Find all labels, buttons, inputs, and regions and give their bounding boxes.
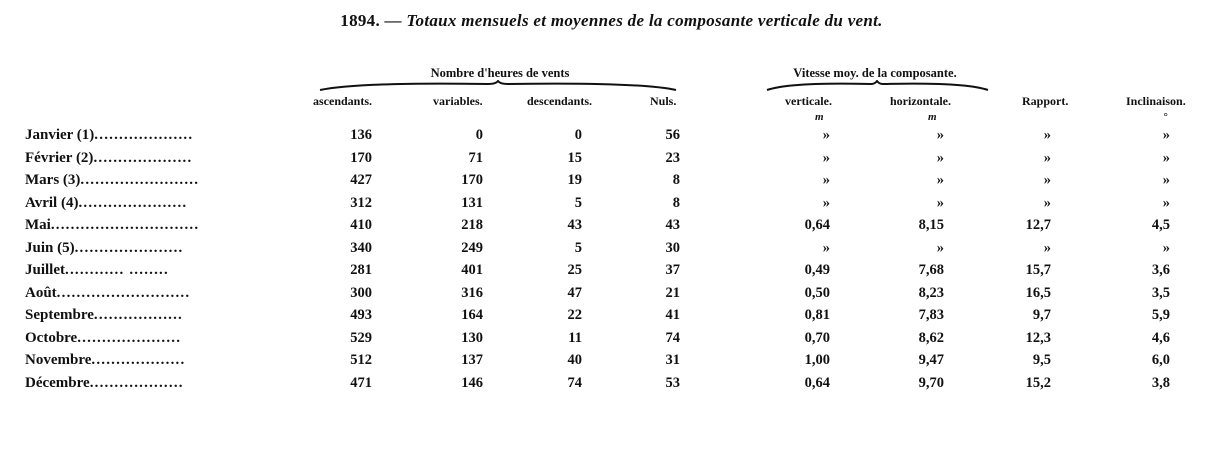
table-row (0, 240, 1223, 262)
unit-verticale: m (815, 111, 824, 123)
cell-horiz: » (936, 127, 944, 143)
leader-dots: ................... (89, 374, 184, 391)
cell-vert: 0,49 (804, 262, 830, 278)
cell-nuls: 43 (665, 217, 680, 233)
table-row (0, 307, 1223, 329)
cell-vert: 0,64 (804, 374, 830, 391)
unit-inclinaison: ° (1163, 111, 1168, 123)
month-label (25, 195, 187, 212)
cell-rapport: 12,7 (1025, 217, 1051, 233)
cell-incl: » (1162, 194, 1170, 211)
leader-dots: ........................ (80, 172, 200, 188)
cell-asc: 312 (350, 194, 372, 211)
cell-vert: » (822, 127, 830, 143)
cell-incl: 5,9 (1151, 307, 1170, 323)
cell-rapport: » (1043, 239, 1051, 256)
table-row (0, 195, 1223, 217)
table-row (0, 127, 1223, 149)
cell-rapport: » (1043, 172, 1051, 188)
month-name: Décembre (25, 374, 90, 391)
month-name: Octobre (25, 329, 78, 346)
cell-nuls: 23 (665, 149, 680, 166)
cell-nuls: 56 (665, 127, 680, 143)
cell-vert: » (822, 194, 830, 211)
cell-desc: 0 (574, 127, 582, 143)
col-header-inclinaison: Inclinaison. (1126, 94, 1186, 108)
cell-rapport: 9,5 (1032, 352, 1051, 368)
month-name: Septembre (25, 307, 94, 323)
table-title (0, 11, 1223, 31)
unit-horizontale: m (928, 111, 937, 123)
col-header-nuls: Nuls. (650, 94, 677, 108)
month-name: Juillet (25, 262, 65, 278)
table-row (0, 375, 1223, 397)
leader-dots: ........................... (56, 284, 191, 301)
month-label (25, 330, 181, 347)
leader-dots: .................... (93, 149, 193, 166)
cell-vert: » (822, 239, 830, 256)
title-year: 1894. (340, 11, 381, 30)
title-text: — Totaux mensuels et moyennes de la composante verticale du vent. (384, 11, 883, 30)
leader-dots: .................... (94, 127, 194, 143)
col-header-rapport: Rapport. (1022, 94, 1069, 108)
month-label (25, 240, 184, 257)
table-row (0, 150, 1223, 172)
cell-incl: » (1162, 127, 1170, 143)
table-row (0, 172, 1223, 194)
cell-horiz: » (936, 172, 944, 188)
cell-desc: 5 (574, 239, 582, 256)
month-name: Mai (25, 217, 51, 233)
cell-rapport: 12,3 (1025, 329, 1051, 346)
cell-nuls: 8 (672, 194, 680, 211)
cell-desc: 15 (567, 149, 582, 166)
cell-var: 218 (461, 217, 483, 233)
cell-rapport: 16,5 (1025, 284, 1051, 301)
cell-vert: » (822, 172, 830, 188)
cell-asc: 512 (350, 352, 372, 368)
month-label (25, 127, 193, 144)
table-row (0, 262, 1223, 284)
month-name: Mars (3) (25, 172, 81, 188)
cell-horiz: 7,83 (918, 307, 944, 323)
cell-var: 0 (475, 127, 483, 143)
cell-incl: 3,8 (1151, 374, 1170, 391)
cell-asc: 471 (350, 374, 372, 391)
col-header-verticale: verticale. (785, 94, 832, 108)
cell-vert: 0,64 (804, 217, 830, 233)
month-name: Février (2) (25, 149, 94, 166)
leader-dots: ..................... (77, 329, 182, 346)
cell-var: 170 (461, 172, 483, 188)
cell-incl: » (1162, 239, 1170, 256)
col-header-descendants: descendants. (527, 94, 593, 108)
cell-desc: 47 (567, 284, 582, 301)
cell-incl: 4,6 (1151, 329, 1170, 346)
month-name: Juin (5) (25, 239, 75, 256)
cell-var: 401 (461, 262, 483, 278)
cell-rapport: 15,7 (1025, 262, 1051, 278)
leader-dots: ................... (91, 352, 186, 368)
cell-incl: 4,5 (1151, 217, 1170, 233)
cell-asc: 529 (350, 329, 372, 346)
month-label (25, 352, 185, 369)
cell-asc: 410 (350, 217, 372, 233)
table-row (0, 285, 1223, 307)
cell-nuls: 37 (665, 262, 680, 278)
cell-incl: » (1162, 149, 1170, 166)
cell-var: 71 (468, 149, 483, 166)
cell-vert: » (822, 149, 830, 166)
cell-horiz: 7,68 (918, 262, 944, 278)
cell-incl: 3,6 (1151, 262, 1170, 278)
leader-dots: .................. (93, 307, 183, 323)
cell-vert: 0,50 (804, 284, 830, 301)
cell-asc: 427 (350, 172, 372, 188)
month-name: Avril (4) (25, 194, 79, 211)
cell-desc: 19 (567, 172, 582, 188)
cell-var: 131 (461, 194, 483, 211)
month-label (25, 285, 190, 302)
cell-rapport: » (1043, 194, 1051, 211)
col-header-variables: variables. (433, 94, 483, 108)
cell-var: 249 (461, 239, 483, 256)
cell-var: 130 (461, 329, 483, 346)
cell-asc: 170 (350, 149, 372, 166)
cell-var: 316 (461, 284, 483, 301)
leader-dots: ............ ........ (65, 262, 169, 278)
cell-var: 146 (461, 374, 483, 391)
cell-vert: 1,00 (804, 352, 830, 368)
cell-desc: 25 (567, 262, 582, 278)
cell-nuls: 31 (665, 352, 680, 368)
cell-incl: 6,0 (1151, 352, 1170, 368)
cell-var: 137 (461, 352, 483, 368)
cell-rapport: » (1043, 149, 1051, 166)
leader-dots: .............................. (50, 217, 200, 233)
cell-nuls: 21 (665, 284, 680, 301)
cell-asc: 136 (350, 127, 372, 143)
table-row (0, 352, 1223, 374)
cell-nuls: 41 (665, 307, 680, 323)
cell-horiz: » (936, 239, 944, 256)
col-header-ascendants: ascendants. (313, 94, 373, 108)
cell-horiz: 8,15 (918, 217, 944, 233)
group-header-hours: Nombre d'heures de vents (430, 66, 570, 80)
table-row (0, 217, 1223, 239)
month-label (25, 150, 192, 167)
cell-nuls: 74 (665, 329, 680, 346)
month-label (25, 375, 184, 392)
cell-asc: 281 (350, 262, 372, 278)
cell-nuls: 53 (665, 374, 680, 391)
group-brace-speed (765, 80, 990, 92)
cell-horiz: 8,62 (918, 329, 944, 346)
cell-nuls: 30 (665, 239, 680, 256)
cell-horiz: 8,23 (918, 284, 944, 301)
cell-vert: 0,81 (804, 307, 830, 323)
cell-desc: 22 (567, 307, 582, 323)
cell-incl: » (1162, 172, 1170, 188)
cell-desc: 74 (567, 374, 582, 391)
cell-rapport: 15,2 (1025, 374, 1051, 391)
cell-incl: 3,5 (1151, 284, 1170, 301)
cell-asc: 493 (350, 307, 372, 323)
cell-desc: 5 (574, 194, 582, 211)
month-name: Novembre (25, 352, 92, 368)
cell-desc: 43 (567, 217, 582, 233)
month-label (25, 262, 169, 279)
cell-asc: 300 (350, 284, 372, 301)
group-brace-hours (318, 80, 678, 92)
cell-desc: 11 (568, 329, 582, 346)
cell-horiz: 9,70 (918, 374, 944, 391)
cell-nuls: 8 (672, 172, 680, 188)
month-label (25, 217, 199, 234)
cell-horiz: » (936, 194, 944, 211)
cell-rapport: » (1043, 127, 1051, 143)
cell-vert: 0,70 (804, 329, 830, 346)
cell-horiz: 9,47 (918, 352, 944, 368)
cell-rapport: 9,7 (1032, 307, 1051, 323)
month-name: Janvier (1) (25, 127, 95, 143)
leader-dots: ...................... (74, 239, 184, 256)
cell-asc: 340 (350, 239, 372, 256)
month-label (25, 307, 183, 324)
month-name: Août (25, 284, 57, 301)
col-header-horizontale: horizontale. (890, 94, 951, 108)
leader-dots: ...................... (78, 194, 188, 211)
month-label (25, 172, 199, 189)
group-header-speed: Vitesse moy. de la composante. (793, 66, 957, 80)
cell-desc: 40 (567, 352, 582, 368)
table-row (0, 330, 1223, 352)
cell-horiz: » (936, 149, 944, 166)
cell-var: 164 (461, 307, 483, 323)
